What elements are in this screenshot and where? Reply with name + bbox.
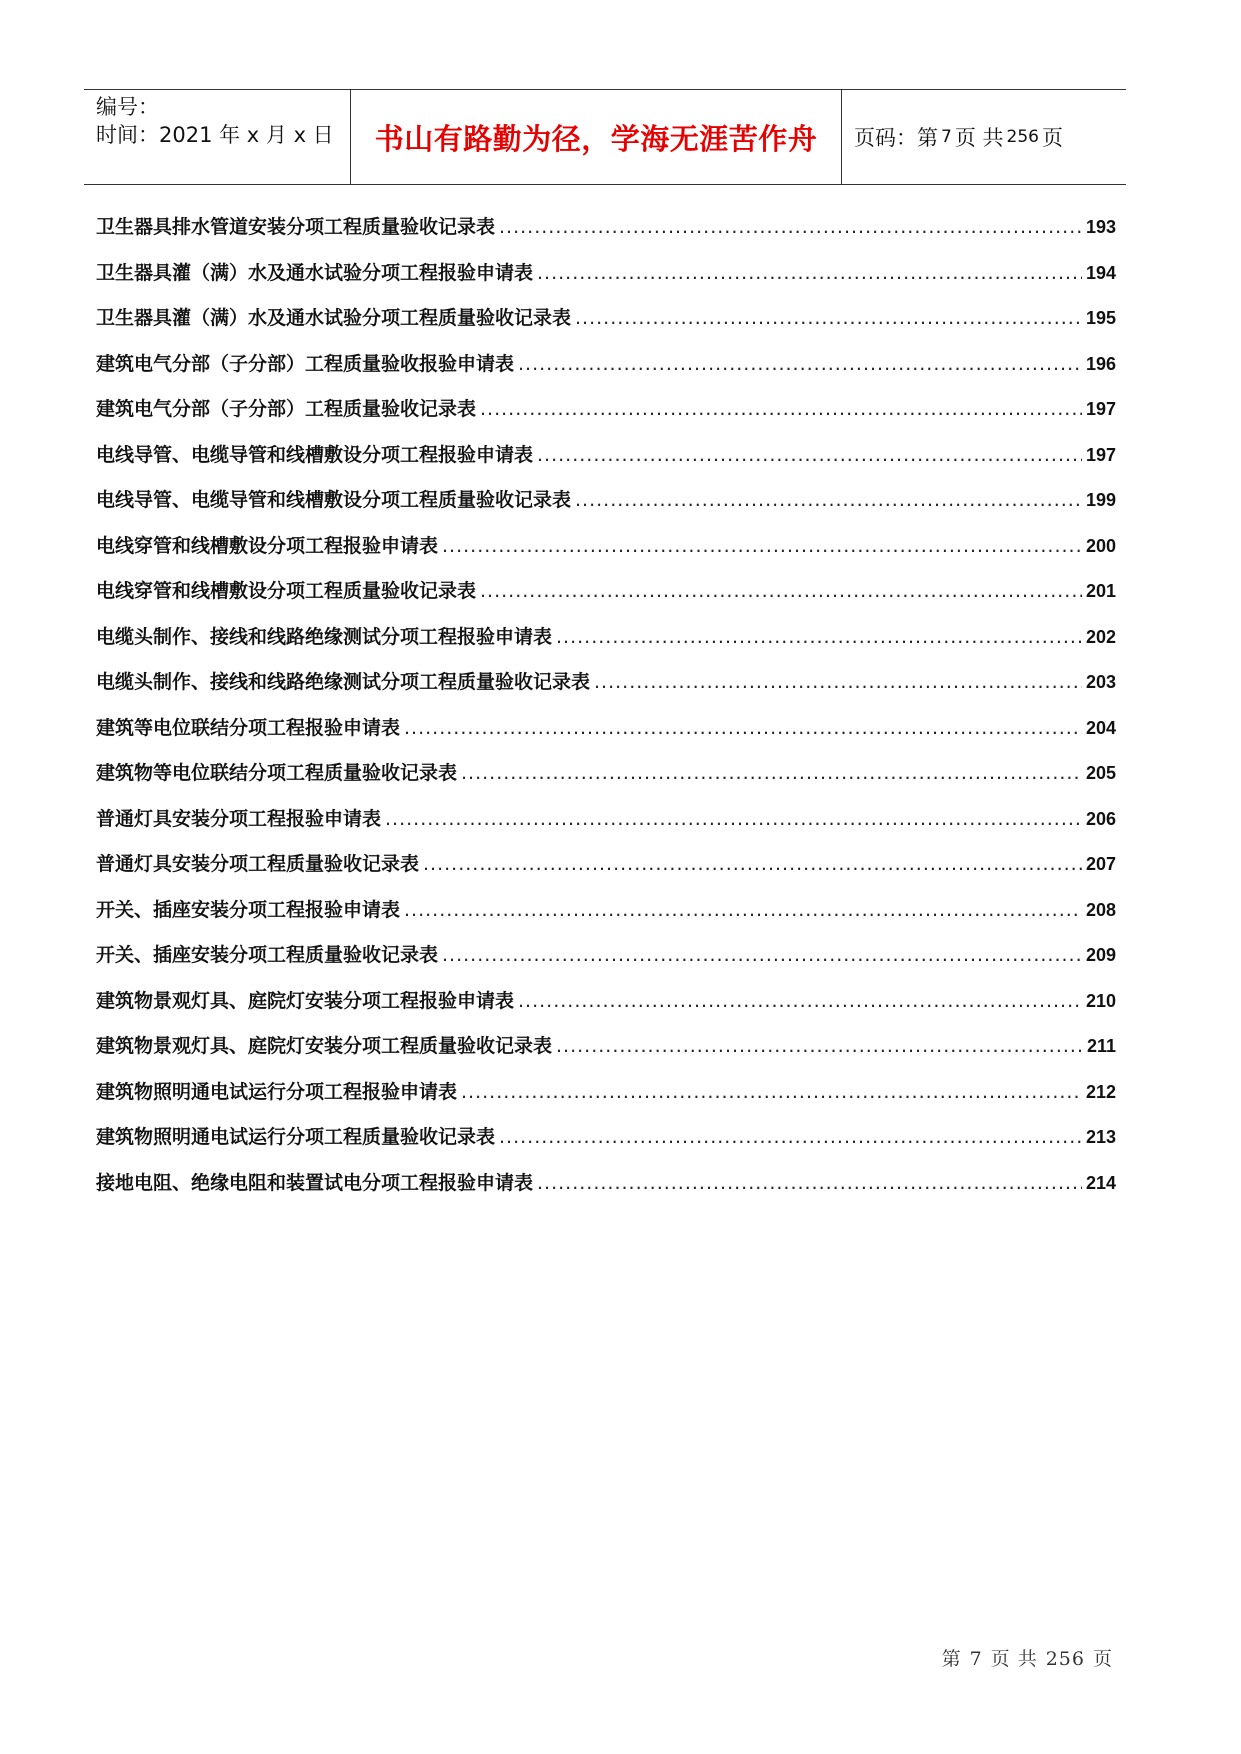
toc-entry-page: 204: [1085, 717, 1116, 738]
toc-entry[interactable]: [96, 849, 1116, 895]
toc-entry-page: 202: [1085, 626, 1116, 647]
toc-entry[interactable]: [96, 1077, 1116, 1123]
header-meta: [84, 90, 350, 184]
toc-entry-page: 200: [1085, 535, 1116, 556]
toc-dot-leader: [518, 990, 1082, 1012]
toc-dot-leader: [442, 944, 1082, 966]
toc-entry[interactable]: [96, 1122, 1116, 1168]
toc-entry[interactable]: [96, 986, 1116, 1032]
toc-dot-leader: [499, 1126, 1082, 1148]
footer-page-total: 256: [1045, 1648, 1085, 1670]
toc-entry-page: 212: [1085, 1081, 1116, 1102]
header-motto-cell: [350, 90, 842, 184]
toc-entry-title: 开关、插座安装分项工程质量验收记录表: [96, 944, 439, 966]
toc-dot-leader: [461, 1081, 1082, 1103]
toc-entry-title: 电缆头制作、接线和线路绝缘测试分项工程报验申请表: [96, 625, 553, 648]
toc-entry-page: 206: [1085, 808, 1116, 829]
toc-entry-title: 开关、插座安装分项工程报验申请表: [96, 898, 401, 921]
toc-entry-page: 205: [1085, 763, 1116, 783]
toc-entry-page: 213: [1085, 1127, 1116, 1147]
toc-entry[interactable]: [96, 1031, 1116, 1077]
toc-entry-title: 电线穿管和线槽敷设分项工程报验申请表: [96, 534, 439, 557]
table-of-contents: [96, 212, 1116, 1213]
toc-entry-page: 208: [1085, 899, 1116, 920]
header-page-total: 256: [1006, 127, 1039, 147]
toc-entry[interactable]: [96, 667, 1116, 713]
toc-dot-leader: [537, 1172, 1082, 1194]
toc-entry-page: 194: [1085, 262, 1116, 283]
toc-dot-leader: [385, 808, 1082, 830]
toc-entry[interactable]: [96, 895, 1116, 941]
toc-entry-page: 199: [1085, 490, 1116, 510]
toc-entry-page: 211: [1086, 1036, 1116, 1056]
toc-entry-page: 197: [1085, 399, 1116, 419]
toc-dot-leader: [556, 626, 1082, 648]
toc-entry[interactable]: [96, 940, 1116, 986]
toc-dot-leader: [537, 262, 1082, 284]
toc-entry-title: 普通灯具安装分项工程质量验收记录表: [96, 853, 420, 875]
toc-entry-page: 207: [1085, 854, 1116, 874]
toc-entry[interactable]: [96, 576, 1116, 622]
toc-entry[interactable]: [96, 713, 1116, 759]
toc-entry[interactable]: [96, 440, 1116, 486]
toc-entry-page: 210: [1085, 990, 1116, 1011]
toc-entry-title: 普通灯具安装分项工程报验申请表: [96, 807, 382, 830]
toc-dot-leader: [594, 671, 1082, 693]
toc-entry-page: 214: [1085, 1172, 1116, 1193]
toc-entry[interactable]: [96, 804, 1116, 850]
footer-prefix: 第: [941, 1648, 962, 1670]
toc-entry-page: 196: [1085, 353, 1116, 374]
toc-entry-title: 电线导管、电缆导管和线槽敷设分项工程质量验收记录表: [96, 489, 572, 511]
toc-entry-page: 193: [1085, 217, 1116, 237]
toc-dot-leader: [461, 762, 1082, 784]
toc-entry-title: 建筑物景观灯具、庭院灯安装分项工程报验申请表: [96, 989, 515, 1012]
header-page-suffix: 页: [1041, 126, 1063, 150]
footer-mid: 页 共: [990, 1648, 1038, 1670]
toc-entry[interactable]: [96, 485, 1116, 531]
header-page-mid: 页 共: [954, 126, 1004, 150]
toc-entry-title: 接地电阻、绝缘电阻和装置试电分项工程报验申请表: [96, 1171, 534, 1194]
toc-entry-title: 建筑物照明通电试运行分项工程报验申请表: [96, 1080, 458, 1103]
toc-entry-title: 建筑电气分部（子分部）工程质量验收报验申请表: [96, 352, 515, 375]
toc-entry-title: 电缆头制作、接线和线路绝缘测试分项工程质量验收记录表: [96, 671, 591, 693]
page-footer: [938, 1644, 1117, 1671]
header-page-prefix: 页码：第: [854, 126, 938, 150]
toc-entry-page: 209: [1085, 945, 1116, 965]
toc-entry-title: 卫生器具灌（满）水及通水试验分项工程报验申请表: [96, 261, 534, 284]
header-page-info: [842, 90, 1126, 184]
toc-entry-title: 电线导管、电缆导管和线槽敷设分项工程报验申请表: [96, 443, 534, 466]
toc-entry[interactable]: [96, 622, 1116, 668]
toc-entry[interactable]: [96, 212, 1116, 258]
header-motto: 书山有路勤为径，学海无涯苦作舟: [374, 121, 818, 156]
toc-entry[interactable]: [96, 394, 1116, 440]
page-header: [84, 89, 1126, 185]
toc-entry-page: 195: [1085, 308, 1116, 328]
toc-entry-title: 卫生器具排水管道安装分项工程质量验收记录表: [96, 216, 496, 238]
toc-entry-title: 卫生器具灌（满）水及通水试验分项工程质量验收记录表: [96, 307, 572, 329]
toc-dot-leader: [480, 398, 1082, 420]
toc-entry-title: 建筑物景观灯具、庭院灯安装分项工程质量验收记录表: [96, 1035, 553, 1057]
document-number-label: 编号：: [96, 95, 159, 119]
toc-dot-leader: [404, 899, 1082, 921]
footer-suffix: 页: [1092, 1648, 1113, 1670]
header-page-number: 7: [941, 127, 952, 147]
toc-entry[interactable]: [96, 758, 1116, 804]
toc-entry-page: 201: [1085, 581, 1116, 601]
toc-entry-page: 203: [1085, 672, 1116, 692]
toc-entry-title: 建筑物照明通电试运行分项工程质量验收记录表: [96, 1126, 496, 1148]
toc-dot-leader: [423, 853, 1082, 875]
toc-entry[interactable]: [96, 303, 1116, 349]
toc-entry[interactable]: [96, 349, 1116, 395]
toc-entry[interactable]: [96, 531, 1116, 577]
toc-entry-page: 197: [1085, 444, 1116, 465]
toc-dot-leader: [575, 489, 1082, 511]
toc-dot-leader: [442, 535, 1082, 557]
toc-entry[interactable]: [96, 258, 1116, 304]
toc-entry-title: 建筑等电位联结分项工程报验申请表: [96, 716, 401, 739]
toc-entry-title: 建筑电气分部（子分部）工程质量验收记录表: [96, 398, 477, 420]
toc-dot-leader: [404, 717, 1082, 739]
footer-page-number: 7: [969, 1648, 983, 1670]
toc-dot-leader: [518, 353, 1082, 375]
document-time-label: 时间：2021 年 x 月 x 日: [96, 123, 334, 147]
toc-dot-leader: [556, 1035, 1083, 1057]
toc-dot-leader: [480, 580, 1082, 602]
toc-dot-leader: [537, 444, 1082, 466]
toc-entry-title: 建筑物等电位联结分项工程质量验收记录表: [96, 762, 458, 784]
toc-entry[interactable]: [96, 1168, 1116, 1214]
toc-dot-leader: [575, 307, 1082, 329]
toc-dot-leader: [499, 216, 1082, 238]
toc-entry-title: 电线穿管和线槽敷设分项工程质量验收记录表: [96, 580, 477, 602]
